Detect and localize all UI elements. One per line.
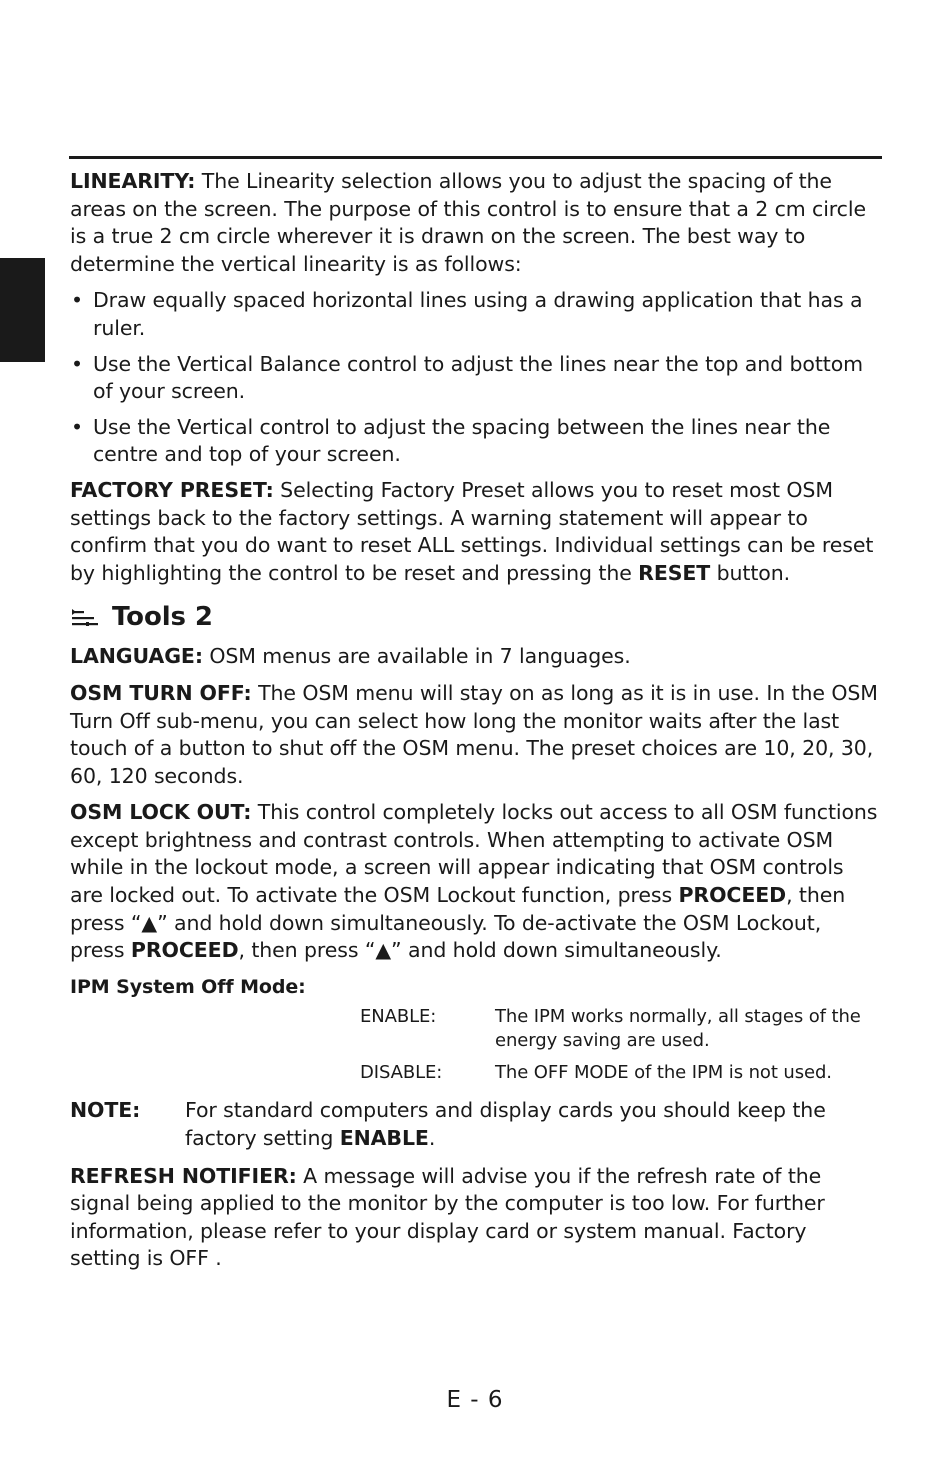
table-row: ENABLE: The IPM works normally, all stages of the energy saving are used.: [360, 1006, 861, 1052]
factory-preset-term: FACTORY PRESET:: [70, 477, 274, 502]
page-number: E - 6: [446, 1387, 504, 1413]
note-block: [70, 1097, 880, 1152]
list-item: • Draw equally spaced horizontal lines using a drawing application that has a ruler.: [71, 288, 863, 340]
list-item: • Use the Vertical control to adjust the spacing between the lines near the centre and top of your screen.: [71, 414, 831, 467]
section-title: Tools 2: [112, 602, 213, 633]
manual-content: [70, 168, 880, 1282]
top-rule: [69, 156, 882, 159]
reset-keyword: RESET: [638, 560, 711, 585]
note-label: NOTE:: [70, 1098, 141, 1123]
refresh-notifier-paragraph: REFRESH NOTIFIER: A message will advise you if the refresh rate of the signal being applied to the monitor by the computer is too low. For further information, please refer to your display card or system manual. Factory setting is OFF .: [70, 1163, 825, 1271]
proceed-keyword: PROCEED: [678, 883, 787, 908]
linearity-term: LINEARITY:: [70, 169, 196, 193]
linearity-text: The Linearity selection allows you to adjust the spacing of the areas on the screen. The purpose of this control is to ensure that a 2 cm circle is a true 2 cm circle wherever it is drawn on the screen. The best way to determine the vertical linearity is as follows:: [70, 169, 866, 276]
section-heading-tools-2: [70, 601, 880, 633]
linearity-paragraph: [70, 168, 880, 278]
linearity-steps: [70, 287, 880, 469]
tools-icon: [70, 606, 100, 628]
factory-preset-paragraph: FACTORY PRESET: Selecting Factory Preset allows you to reset most OSM settings back to the factory settings. A warning statement will appear to confirm that you do want to reset ALL settings. Individual settings can be reset by highlighting the control to be reset and pressing the RESET button.: [70, 477, 874, 585]
proceed-keyword: PROCEED: [130, 938, 239, 963]
osm-lock-out-paragraph: OSM LOCK OUT: This control completely locks out access to all OSM functions except brightness and contrast controls. When attempting to activate OSM while in the lockout mode, a screen will appear indicating that OSM controls are locked out. To activate the OSM Lockout function, press PROCEED, then press “▲” and hold down simultaneously. To de-activate the OSM Lockout, press PROCEED, then press “▲” and hold down simultaneously.: [70, 800, 878, 963]
note-text: For standard computers and display cards you should keep the factory setting ENABLE.: [185, 1098, 826, 1151]
language-side-tab: [0, 258, 45, 362]
osm-turn-off-paragraph: OSM TURN OFF: The OSM menu will stay on as long as it is in use. In the OSM Turn Off sub-menu, you can select how long the monitor waits after the last touch of a button to shut off the OSM menu. The preset choices are 10, 20, 30, 60, 120 seconds.: [70, 680, 878, 788]
table-row: DISABLE: The OFF MODE of the IPM is not used.: [360, 1062, 832, 1084]
ipm-heading: IPM System Off Mode:: [70, 975, 306, 998]
ipm-mode-table: [360, 1005, 880, 1085]
list-item: • Use the Vertical Balance control to adjust the lines near the top and bottom of your screen.: [71, 351, 864, 404]
language-paragraph: LANGUAGE: OSM menus are available in 7 languages.: [70, 644, 631, 669]
